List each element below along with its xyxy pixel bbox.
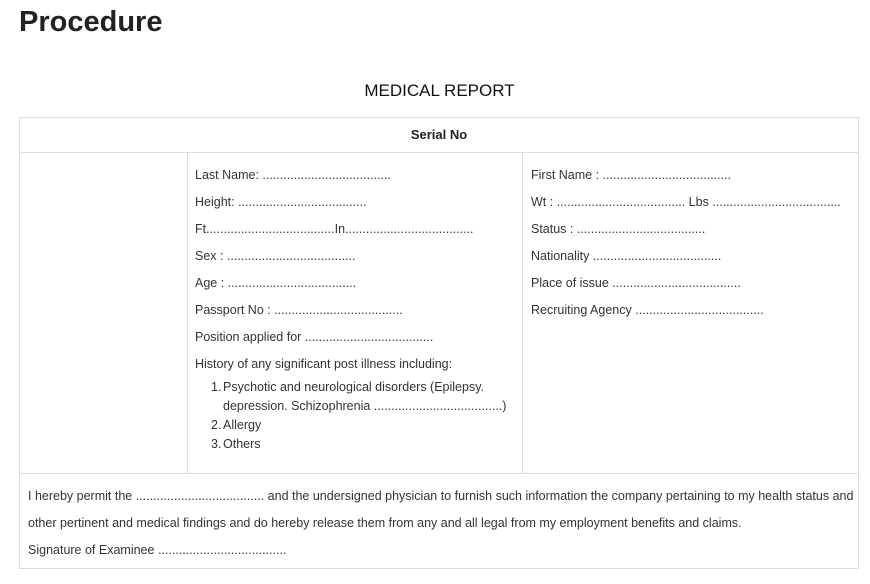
list-item-text: Psychotic and neurological disorders (Epilepsy. xyxy=(223,380,485,394)
list-item-number: 1. xyxy=(211,380,222,394)
consent-text-line-1: I hereby permit the ..................................... and the undersigned physician to furnish such information the company pertaining to my health status and xyxy=(28,489,854,503)
status-field: Status : ..................................... xyxy=(531,222,706,236)
list-item-number: 2. xyxy=(211,418,222,432)
feet-inches-field: Ft.....................................In..................................... xyxy=(195,222,474,236)
signature-field: Signature of Examinee ..................................... xyxy=(28,543,287,557)
consent-text-line-2: other pertinent and medical findings and do hereby release them from any and all legal from my employment benefits and claims. xyxy=(28,516,742,530)
left-column-divider xyxy=(187,152,188,473)
list-item xyxy=(195,378,506,416)
list-item xyxy=(195,435,506,454)
list-item xyxy=(195,416,506,435)
illness-history-label: History of any significant post illness including: xyxy=(195,357,453,371)
passport-number-field: Passport No : ..................................... xyxy=(195,303,403,317)
list-item-text: depression. Schizophrenia .....................................) xyxy=(223,399,507,413)
age-field: Age : ..................................... xyxy=(195,276,357,290)
illness-list xyxy=(195,378,506,454)
consent-row-divider xyxy=(20,473,858,474)
place-of-issue-field: Place of issue ..................................... xyxy=(531,276,741,290)
serial-number-header: Serial No xyxy=(20,118,858,153)
last-name-field: Last Name: ..................................... xyxy=(195,168,391,182)
list-item-number: 3. xyxy=(211,437,222,451)
medical-report-table xyxy=(19,117,859,569)
nationality-field: Nationality ..................................... xyxy=(531,249,722,263)
position-applied-field: Position applied for ..................................... xyxy=(195,330,434,344)
sex-field: Sex : ..................................... xyxy=(195,249,356,263)
report-title: MEDICAL REPORT xyxy=(364,81,515,100)
list-item-text: Others xyxy=(223,437,261,451)
height-field: Height: ..................................... xyxy=(195,195,367,209)
first-name-field: First Name : ..................................... xyxy=(531,168,732,182)
right-column-divider xyxy=(522,152,523,473)
weight-field: Wt : ..................................... Lbs ..................................... xyxy=(531,195,841,209)
recruiting-agency-field: Recruiting Agency ..................................... xyxy=(531,303,764,317)
page-title: Procedure xyxy=(19,6,163,38)
list-item-text: Allergy xyxy=(223,418,262,432)
